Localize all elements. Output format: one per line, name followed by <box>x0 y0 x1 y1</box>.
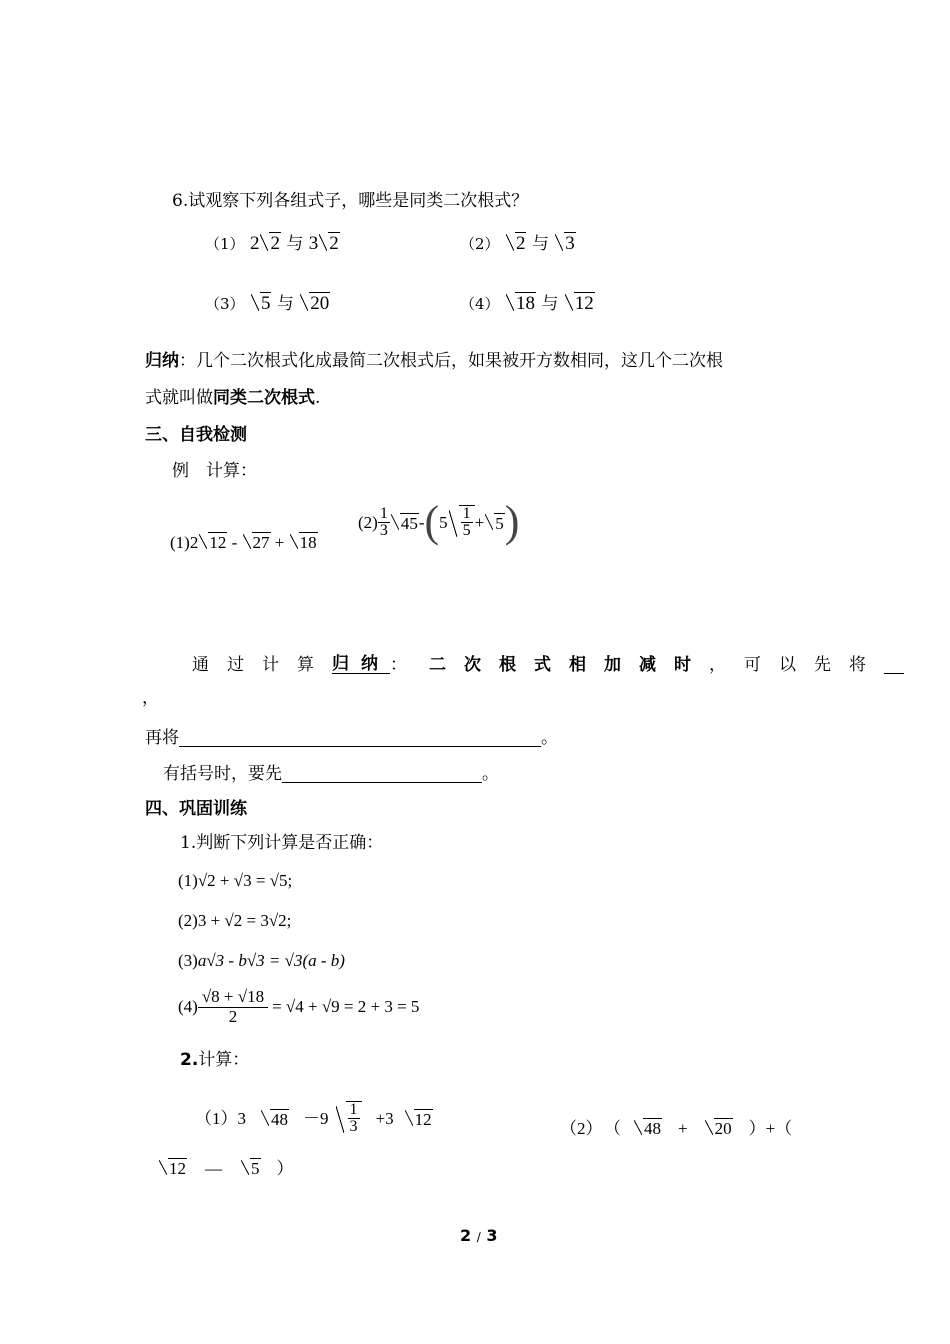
fraction <box>378 506 390 539</box>
example-label: 例 计算： <box>172 461 257 481</box>
radicand: 12 <box>414 1109 432 1129</box>
fill-bold-text: 二次根式相加减时 <box>429 655 709 675</box>
q1-item-2 <box>178 912 291 929</box>
sqrt-symbol <box>243 532 271 551</box>
right-paren: ) <box>504 497 520 546</box>
radicand: 27 <box>252 533 270 552</box>
radicand: 2 <box>329 233 339 254</box>
item-expr: 3 + √2 = 3√2; <box>197 911 292 930</box>
fill-line-1 <box>192 655 904 674</box>
section-4-heading: 四、巩固训练 <box>145 799 247 819</box>
q1-item-4 <box>178 988 419 1025</box>
radicand: 48 <box>271 1109 288 1129</box>
q2-expr-2-cont <box>158 1158 294 1177</box>
sqrt-symbol <box>290 532 318 551</box>
item-label: (4) <box>178 997 198 1016</box>
radicand: 5 <box>260 293 271 314</box>
op: - <box>418 512 425 532</box>
sqrt-symbol <box>506 232 527 253</box>
fill-text: ，可以先将 <box>709 655 884 675</box>
paren-op: ）+（ <box>748 1119 793 1138</box>
q1-title: 1.判断下列计算是否正确： <box>180 833 384 853</box>
sqrt-symbol <box>634 1118 662 1137</box>
item-label: (2) <box>178 911 198 930</box>
item-label: （1） <box>205 235 245 253</box>
section-3-heading: 三、自我检测 <box>145 425 247 445</box>
op: + <box>474 512 485 532</box>
radicand: 45 <box>400 513 418 533</box>
op: +3 <box>375 1108 394 1128</box>
item-label: （4） <box>460 295 500 313</box>
sqrt-symbol <box>261 1109 289 1128</box>
expr-part: (1)2 <box>170 533 199 552</box>
page-current: 2 <box>460 1226 472 1245</box>
expr-part: (2) <box>358 512 378 532</box>
sqrt-symbol <box>159 1158 187 1177</box>
radicand: 20 <box>714 1119 732 1138</box>
q2-expr-2 <box>560 1118 792 1137</box>
op: －9 <box>303 1108 329 1128</box>
radicand: 12 <box>209 533 227 552</box>
sqrt-symbol <box>555 232 576 253</box>
page-sep: / <box>476 1230 481 1244</box>
sqrt-symbol <box>405 1109 433 1128</box>
example-1 <box>170 532 318 551</box>
radicand: 48 <box>644 1119 661 1138</box>
sqrt-symbol <box>336 1101 362 1135</box>
sqrt-symbol <box>260 232 281 253</box>
paren: （ <box>612 1119 621 1138</box>
radicand: 5 <box>495 513 504 533</box>
fill-line-3 <box>163 764 499 783</box>
op: + <box>270 533 289 552</box>
fraction <box>348 1102 360 1135</box>
left-paren: ( <box>424 497 440 546</box>
radicand: 5 <box>251 1159 260 1178</box>
fraction <box>461 506 473 539</box>
summary-line-1 <box>145 353 723 370</box>
sqrt-symbol <box>319 232 340 253</box>
blank-1[interactable] <box>884 655 904 674</box>
fill-text: 再将 <box>145 728 179 748</box>
word-yu: 与 <box>276 294 294 314</box>
summary-label: 归纳 <box>145 351 179 371</box>
fraction <box>198 988 268 1025</box>
item-label: （1）3 <box>195 1108 246 1128</box>
summary-line-2 <box>145 390 320 407</box>
denominator: 5 <box>462 522 471 539</box>
radicand: 3 <box>565 233 575 254</box>
coef: 5 <box>439 512 448 532</box>
word-yu: 与 <box>541 294 559 314</box>
sqrt-symbol <box>199 532 227 551</box>
q2-text: 计算： <box>198 1050 250 1070</box>
radicand: 18 <box>515 293 535 314</box>
q6-item-4 <box>460 292 595 313</box>
q2-expr-1 <box>195 1088 433 1148</box>
summary-period: . <box>315 388 321 408</box>
radicand: 12 <box>169 1159 186 1178</box>
item-label: (3) <box>178 951 198 970</box>
denominator: 3 <box>379 521 388 539</box>
q6-item-1 <box>205 232 340 253</box>
fill-colon: ： <box>390 655 407 675</box>
op: - <box>227 533 242 552</box>
radicand: 2 <box>270 233 280 254</box>
q6-item-3 <box>205 292 330 313</box>
radicand: 2 <box>515 233 526 254</box>
coef: 3 <box>308 233 319 254</box>
radicand: 12 <box>574 293 594 314</box>
paren: ） <box>276 1159 294 1178</box>
q6-item-2 <box>460 232 576 253</box>
item-label: （2） <box>560 1119 603 1138</box>
op: + <box>678 1119 688 1138</box>
q1-item-3 <box>178 952 345 969</box>
radicand: 18 <box>299 533 317 552</box>
q6-title: 6.试观察下列各组式子，哪些是同类二次根式？ <box>172 191 529 211</box>
q1-item-1 <box>178 872 292 889</box>
numerator: 1 <box>349 1101 358 1118</box>
radicand: 20 <box>310 293 330 314</box>
fill-line-2 <box>145 728 558 747</box>
fill-text: 通过计算 <box>192 655 332 675</box>
blank-2[interactable] <box>179 728 541 747</box>
fill-end: 。 <box>482 764 499 784</box>
word-yu: 与 <box>286 234 304 254</box>
sqrt-symbol <box>705 1118 733 1137</box>
sqrt-symbol <box>506 292 536 313</box>
page-number <box>460 1228 497 1244</box>
summary-label: 归纳 <box>332 654 390 674</box>
item-expr: = √4 + √9 = 2 + 3 = 5 <box>272 997 420 1016</box>
summary-text: 式就叫做 <box>145 388 213 408</box>
sqrt-symbol <box>251 292 272 313</box>
sqrt-symbol <box>485 513 505 532</box>
term-bold: 同类二次根式 <box>213 388 315 408</box>
item-label: (1) <box>178 871 198 890</box>
example-2 <box>358 497 520 546</box>
op: — <box>205 1159 222 1178</box>
numerator: √8 + √18 <box>198 988 268 1008</box>
fill-comma: ， <box>142 688 159 708</box>
q2-title <box>180 1052 249 1069</box>
sqrt-symbol <box>300 292 330 313</box>
blank-3[interactable] <box>282 764 482 783</box>
page-total: 3 <box>486 1226 498 1245</box>
sqrt-symbol <box>565 292 595 313</box>
fill-end: 。 <box>541 728 558 748</box>
numerator: 1 <box>379 504 388 522</box>
q2-number: 2. <box>180 1050 199 1070</box>
sqrt-symbol <box>391 513 419 532</box>
item-expr: √2 + √3 = √5; <box>197 871 293 890</box>
fill-text: 有括号时，要先 <box>163 764 282 784</box>
numerator: 1 <box>462 505 471 522</box>
item-expr: a√3 - b√3 = √3(a - b) <box>197 951 345 970</box>
word-yu: 与 <box>531 234 549 254</box>
denominator: 3 <box>349 1118 358 1135</box>
item-label: （3） <box>205 295 245 313</box>
sqrt-symbol <box>449 505 475 539</box>
summary-text: ：几个二次根式化成最简二次根式后，如果被开方数相同，这几个二次根 <box>179 351 723 371</box>
sqrt-symbol <box>241 1158 261 1177</box>
denominator: 2 <box>228 1007 238 1026</box>
item-label: （2） <box>460 235 500 253</box>
coef: 2 <box>249 233 260 254</box>
